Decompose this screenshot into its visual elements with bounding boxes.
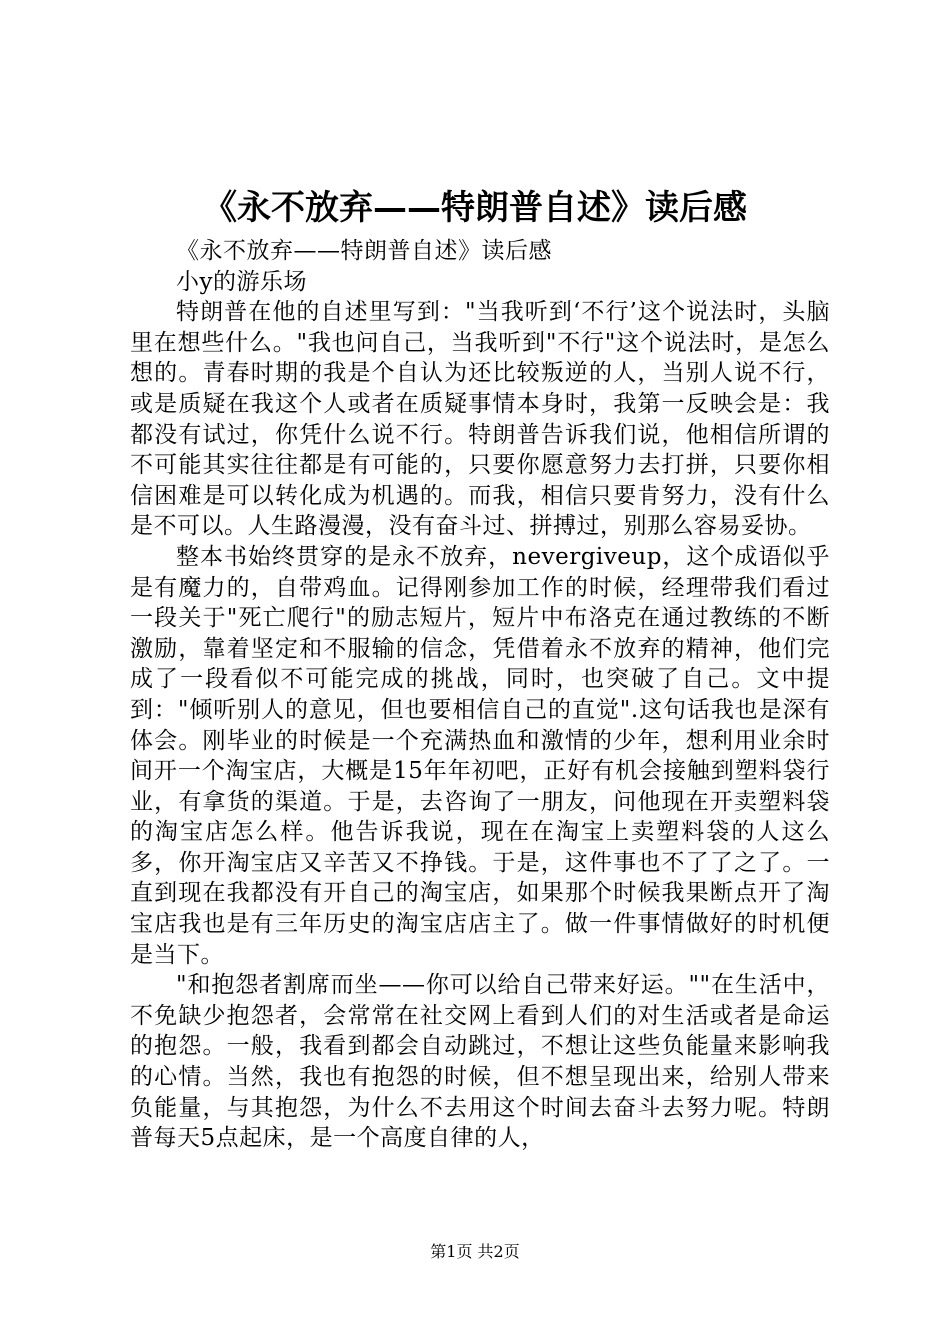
document-title: 《永不放弃——特朗普自述》读后感 [203,188,747,228]
page-footer: 第1页 共2页 [430,1242,520,1261]
paragraph-subtitle: 《永不放弃——特朗普自述》读后感 [176,238,552,264]
paragraph-3: "和抱怨者割席而坐——你可以给自己带来好运。""在生活中，不免缺少抱怨者，会常常在社交网上看到人们的对生活或者是命运的抱怨。一般，我看到都会自动跳过，不想让这些负能量来影响我的心情。当然，我也有抱怨的时候，但不想呈现出来，给别人带来负能量，与其抱怨，为什么不去用这个时间去奋斗去努力呢。特朗普每天5点起床，是一个高度自律的人， [130,972,830,1152]
document-body [130,236,830,1154]
paragraph-1: 特朗普在他的自述里写到："当我听到‘不行’这个说法时，头脑里在想些什么。"我也问自己，当我听到"不行"这个说法时，是怎么想的。青春时期的我是个自认为还比较叛逆的人，当别人说不行，或是质疑在我这个人或者在质疑事情本身时，我第一反映会是：我都没有试过，你凭什么说不行。特朗普告诉我们说，他相信所谓的不可能其实往往都是有可能的，只要你愿意努力去打拼，只要你相信困难是可以转化成为机遇的。而我，相信只要肯努力，没有什么是不可以。人生路漫漫，没有奋斗过、拼搏过，别那么容易妥协。 [130,299,830,540]
paragraph-2: 整本书始终贯穿的是永不放弃，nevergiveup，这个成语似乎是有魔力的，自带鸡血。记得刚参加工作的时候，经理带我们看过一段关于"死亡爬行"的励志短片，短片中布洛克在通过教练的不断激励，靠着坚定和不服输的信念，凭借着永不放弃的精神，他们完成了一段看似不可能完成的挑战，同时，也突破了自己。文中提到："倾听别人的意见，但也要相信自己的直觉".这句话我也是深有体会。刚毕业的时候是一个充满热血和激情的少年，想利用业余时间开一个淘宝店，大概是15年年初吧，正好有机会接触到塑料袋行业，有拿货的渠道。于是，去咨询了一朋友，问他现在开卖塑料袋的淘宝店怎么样。他告诉我说，现在在淘宝上卖塑料袋的人这么多，你开淘宝店又辛苦又不挣钱。于是，这件事也不了了之了。一直到现在我都没有开自己的淘宝店，如果那个时候我果断点开了淘宝店我也是有三年历史的淘宝店店主了。做一件事情做好的时机便是当下。 [130,543,830,968]
paragraph-author: 小y的游乐场 [176,268,307,295]
